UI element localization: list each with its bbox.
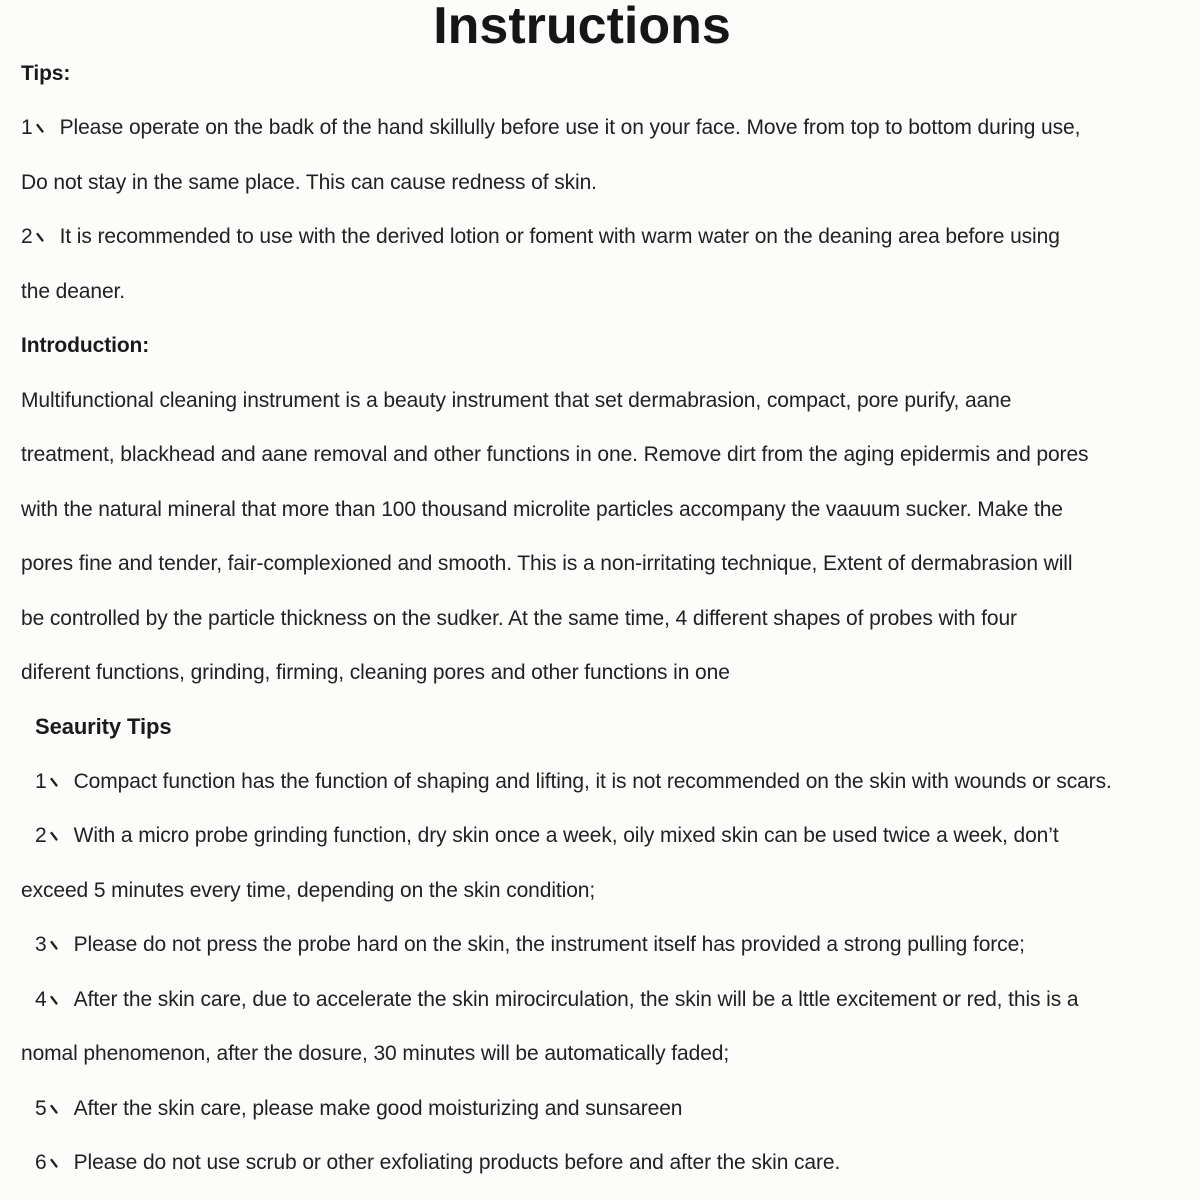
tips-item-1-number: 1 [21,116,33,140]
ideographic-comma-icon [49,918,60,972]
security-item-3 [21,918,1192,972]
security-item-5-number: 5 [35,1096,47,1120]
introduction-line-6: diferent functions, grinding, firming, cleaning pores and other functions in one [21,660,730,684]
security-item-6-line-1: Please do not use scrub or other exfoliating products before and after the skin care. [73,1151,841,1175]
security-item-2-line-1: With a micro probe grinding function, dry skin once a week, oily mixed skin can be used twice a week, don’t [73,824,1059,848]
ideographic-comma-icon [35,210,46,264]
ideographic-comma-icon [49,973,60,1027]
security-item-4-number: 4 [35,987,47,1011]
document-body [21,47,1192,1191]
security-item-2 [21,809,1192,863]
introduction-line-5: be controlled by the particle thickness on the sudker. At the same time, 4 different shapes of probes with four [21,606,1017,630]
tips-item-2 [21,210,1192,264]
introduction-line-2: treatment, blackhead and aane removal and other functions in one. Remove dirt from the aging epidermis and pores [21,443,1089,467]
tips-item-1 [21,101,1192,155]
security-item-1 [21,755,1192,809]
tips-heading: Tips: [21,62,71,85]
security-item-4-line-2: nomal phenomenon, after the dosure, 30 minutes will be automatically faded; [21,1042,730,1066]
security-item-6 [21,1136,1192,1190]
introduction-heading: Introduction: [21,334,150,358]
tips-item-1-line-2: Do not stay in the same place. This can cause redness of skin. [21,170,597,194]
security-item-2-number: 2 [35,824,47,848]
security-tips-heading: Seaurity Tips [35,714,172,740]
introduction-line-1: Multifunctional cleaning instrument is a beauty instrument that set dermabrasion, compact, pore purify, aane [21,388,1012,412]
introduction-line-4: pores fine and tender, fair-complexioned and smooth. This is a non-irritating technique, Extent of dermabrasion will [21,552,1073,576]
ideographic-comma-icon [49,1082,60,1136]
tips-item-2-line-1: It is recommended to use with the derived lotion or foment with warm water on the deaning area before using [59,225,1060,249]
tips-item-2-number: 2 [21,225,33,249]
introduction-line-3: with the natural mineral that more than 100 thousand microlite particles accompany the vaauum sucker. Make the [21,497,1063,521]
security-item-6-number: 6 [35,1151,47,1175]
security-item-5 [21,1082,1192,1136]
security-item-4 [21,973,1192,1027]
security-item-5-line-1: After the skin care, please make good moisturizing and sunsareen [73,1096,683,1120]
page-title: Instructions [433,0,731,55]
security-item-3-number: 3 [35,933,47,957]
security-item-3-line-1: Please do not press the probe hard on the skin, the instrument itself has provided a strong pulling force; [73,933,1025,957]
tips-item-1-line-1: Please operate on the badk of the hand skillully before use it on your face. Move from top to bottom during use, [59,116,1081,140]
tips-item-2-line-2: the deaner. [21,279,125,303]
security-item-4-line-1: After the skin care, due to accelerate the skin mirocirculation, the skin will be a lttle excitement or red, this is a [73,987,1079,1011]
ideographic-comma-icon [49,1136,60,1190]
ideographic-comma-icon [35,101,46,155]
ideographic-comma-icon [49,755,60,809]
ideographic-comma-icon [49,809,60,863]
security-item-2-line-2: exceed 5 minutes every time, depending on the skin condition; [21,878,596,902]
security-item-1-number: 1 [35,769,47,793]
security-item-1-line-1: Compact function has the function of shaping and lifting, it is not recommended on the skin with wounds or scars. [73,769,1112,793]
